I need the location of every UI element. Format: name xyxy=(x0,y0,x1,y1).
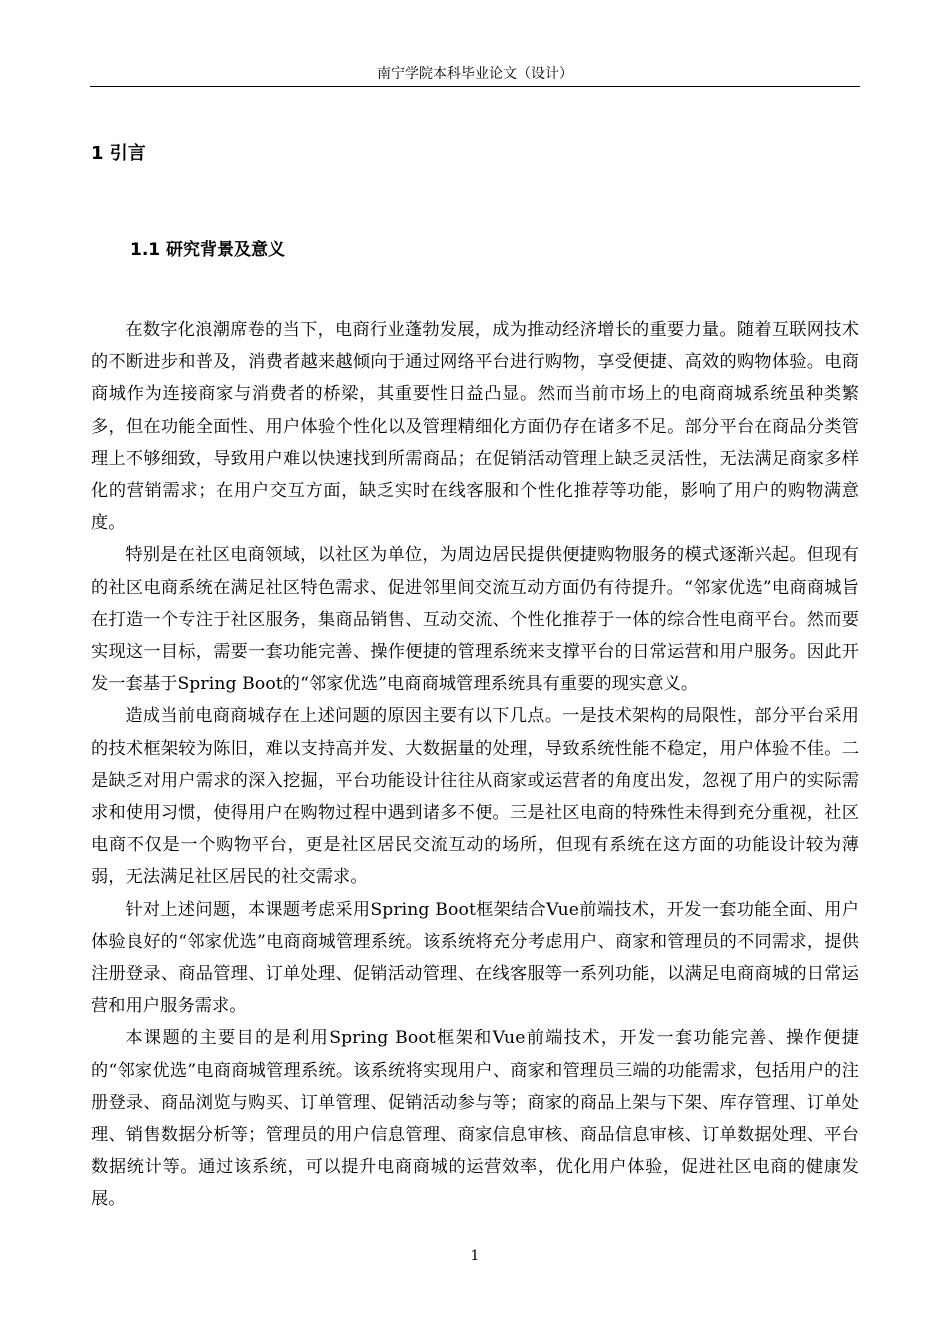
paragraph-3: 造成当前电商商城存在上述问题的原因主要有以下几点。一是技术架构的局限性，部分平台采用的技术框架较为陈旧，难以支持高并发、大数据量的处理，导致系统性能不稳定，用户体验不佳。二是缺乏对用户需求的深入挖掘，平台功能设计往往从商家或运营者的角度出发，忽视了用户的实际需求和使用习惯，使得用户在购物过程中遇到诸多不便。三是社区电商的特殊性未得到充分重视，社区电商不仅是一个购物平台，更是社区居民交流互动的场所，但现有系统在这方面的功能设计较为薄弱，无法满足社区居民的社交需求。 xyxy=(91,706,859,888)
paragraph-4: 针对上述问题，本课题考虑采用Spring Boot框架结合Vue前端技术，开发一套功能全面、用户体验良好的“邻家优选”电商商城管理系统。该系统将充分考虑用户、商家和管理员的不同需求，提供注册登录、商品管理、订单处理、促销活动管理、在线客服等一系列功能，以满足电商商城的日常运营和用户服务需求。 xyxy=(91,899,859,1017)
body-text xyxy=(91,314,859,1216)
paragraph-2: 特别是在社区电商领域，以社区为单位，为周边居民提供便捷购物服务的模式逐渐兴起。但现有的社区电商系统在满足社区特色需求、促进邻里间交流互动方面仍有待提升。“邻家优选”电商商城旨在打造一个专注于社区服务，集商品销售、互动交流、个性化推荐于一体的综合性电商平台。然而要实现这一目标，需要一套功能完善、操作便捷的管理系统来支撑平台的日常运营和用户服务。因此开发一套基于Spring Boot的“邻家优选”电商商城管理系统具有重要的现实意义。 xyxy=(91,545,859,695)
subsection-heading: 1.1 研究背景及意义 xyxy=(130,240,286,260)
page-number: 1 xyxy=(470,1248,480,1264)
section-heading: 1 引言 xyxy=(91,143,146,164)
paragraph-5: 本课题的主要目的是利用Spring Boot框架和Vue前端技术，开发一套功能完善、操作便捷的“邻家优选”电商商城管理系统。该系统将实现用户、商家和管理员三端的功能需求，包括用户的注册登录、商品浏览与购买、订单管理、促销活动参与等；商家的商品上架与下架、库存管理、订单处理、销售数据分析等；管理员的用户信息管理、商家信息审核、商品信息审核、订单数据处理、平台数据统计等。通过该系统，可以提升电商商城的运营效率，优化用户体验，促进社区电商的健康发展。 xyxy=(91,1028,859,1210)
header-divider xyxy=(90,86,860,87)
paragraph-1: 在数字化浪潮席卷的当下，电商行业蓬勃发展，成为推动经济增长的重要力量。随着互联网技术的不断进步和普及，消费者越来越倾向于通过网络平台进行购物，享受便捷、高效的购物体验。电商商城作为连接商家与消费者的桥梁，其重要性日益凸显。然而当前市场上的电商商城系统虽种类繁多，但在功能全面性、用户体验个性化以及管理精细化方面仍存在诸多不足。部分平台在商品分类管理上不够细致，导致用户难以快速找到所需商品；在促销活动管理上缺乏灵活性，无法满足商家多样化的营销需求；在用户交互方面，缺乏实时在线客服和个性化推荐等功能，影响了用户的购物满意度。 xyxy=(91,320,859,534)
page-header: 南宁学院本科毕业论文（设计） xyxy=(377,66,573,82)
